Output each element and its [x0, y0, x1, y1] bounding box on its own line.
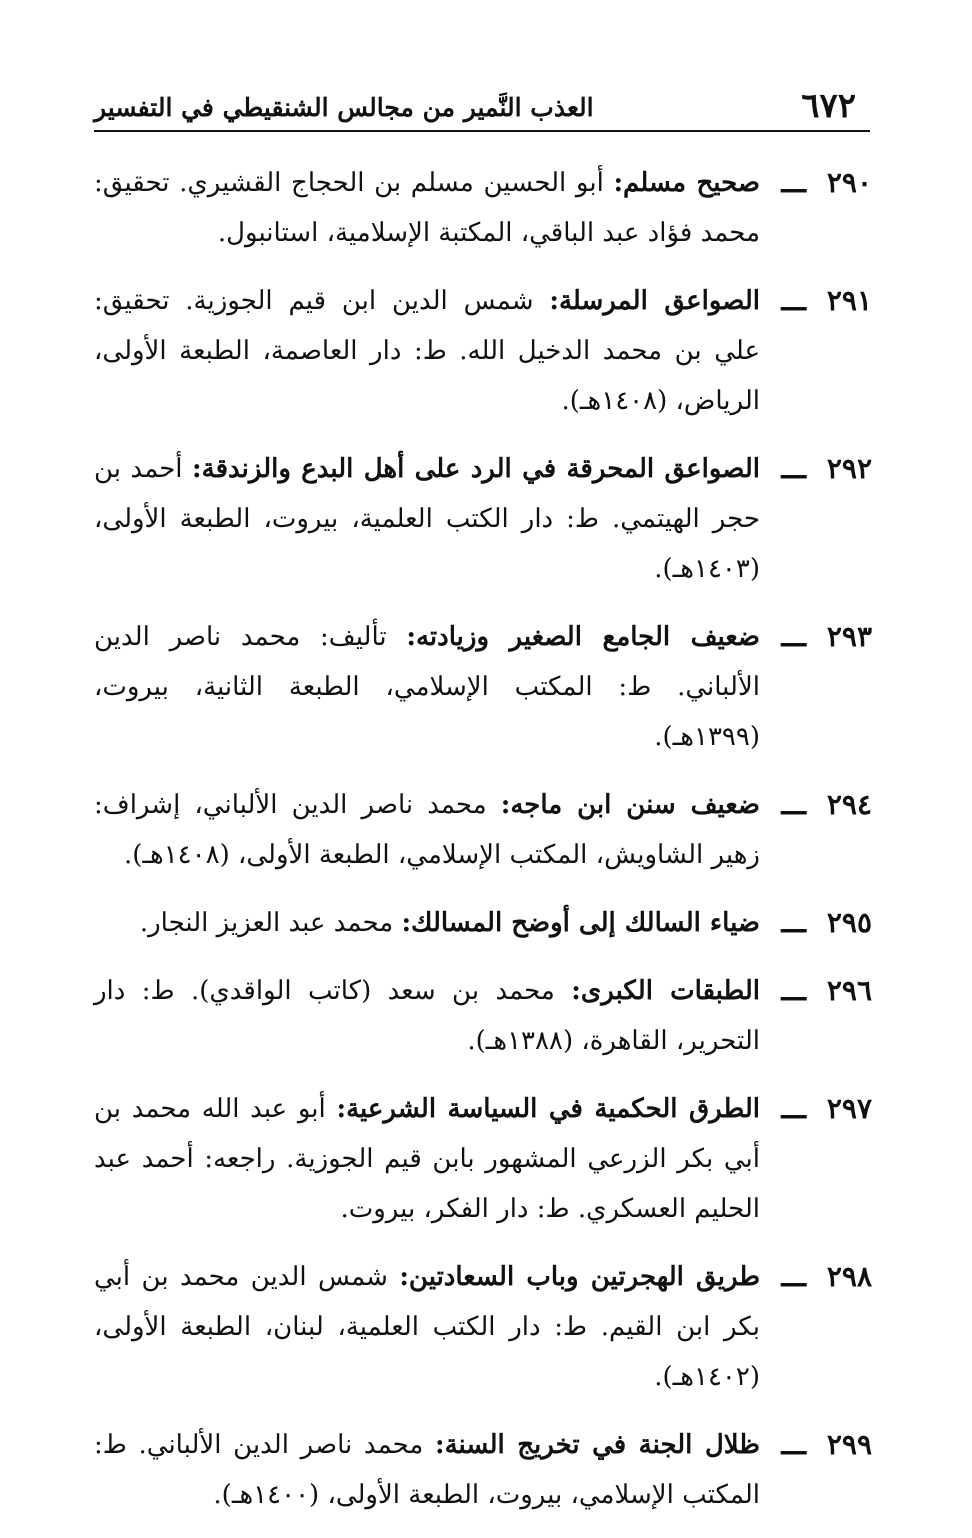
entry-text	[94, 276, 760, 426]
entry-dash: ـــ	[781, 788, 806, 821]
entry-body: تأليف: محمد ناصر الدين الألباني. ط: المكتب الإسلامي، الطبعة الثانية، بيروت، (١٣٩٩هـ).	[94, 622, 760, 752]
bibliography-entry	[94, 898, 872, 948]
entry-title: الطبقات الكبرى:	[571, 976, 760, 1006]
entry-number: ٢٩٤	[826, 788, 872, 821]
entry-text	[94, 1084, 760, 1234]
entry-number: ٢٩٠	[826, 166, 872, 199]
bibliography-entry	[94, 612, 872, 762]
entry-body: محمد ناصر الدين الألباني. ط: المكتب الإسلامي، بيروت، الطبعة الأولى، (١٤٠٠هـ).	[94, 1430, 760, 1510]
bibliography-entry	[94, 1420, 872, 1520]
bibliography-list	[94, 158, 872, 1538]
entry-body: محمد بن سعد (كاتب الواقدي). ط: دار التحرير، القاهرة، (١٣٨٨هـ).	[94, 976, 760, 1056]
entry-text	[94, 780, 760, 880]
entry-number: ٢٩٥	[826, 906, 872, 939]
entry-dash: ـــ	[781, 906, 806, 939]
entry-title: ظلال الجنة في تخريج السنة:	[435, 1430, 760, 1460]
entry-number: ٢٩٧	[826, 1092, 872, 1125]
entry-dash: ـــ	[781, 1092, 806, 1125]
entry-title: طريق الهجرتين وباب السعادتين:	[399, 1262, 761, 1292]
entry-dash: ـــ	[781, 452, 806, 485]
entry-title: صحيح مسلم:	[613, 168, 761, 198]
entry-body: أبو عبد الله محمد بن أبي بكر الزرعي المشهور بابن قيم الجوزية. راجعه: أحمد عبد الحليم العسكري. ط: دار الفكر، بيروت.	[94, 1094, 760, 1224]
entry-dash: ـــ	[781, 1260, 806, 1293]
entry-title: ضياء السالك إلى أوضح المسالك:	[401, 908, 760, 938]
bibliography-entry	[94, 966, 872, 1066]
running-title: العذب النَّمير من مجالس الشنقيطي في التفسير	[94, 93, 594, 122]
bibliography-entry	[94, 1252, 872, 1402]
entry-number: ٢٩٩	[826, 1428, 872, 1461]
entry-text	[94, 1252, 760, 1402]
entry-body: شمس الدين ابن قيم الجوزية. تحقيق: علي بن محمد الدخيل الله. ط: دار العاصمة، الطبعة الأولى، الرياض، (١٤٠٨هـ).	[94, 286, 760, 416]
bibliography-entry	[94, 158, 872, 258]
bibliography-entry	[94, 780, 872, 880]
page-number: ٦٧٢	[801, 86, 856, 126]
entry-body: شمس الدين محمد بن أبي بكر ابن القيم. ط: دار الكتب العلمية، لبنان، الطبعة الأولى، (١٤٠٢هـ).	[94, 1262, 760, 1392]
bibliography-entry	[94, 1084, 872, 1234]
entry-text	[94, 612, 760, 762]
entry-text	[94, 158, 760, 258]
entry-title: ضعيف الجامع الصغير وزيادته:	[406, 622, 761, 652]
running-header	[94, 84, 870, 132]
bibliography-entry	[94, 276, 872, 426]
entry-number: ٢٩١	[826, 284, 872, 317]
entry-dash: ـــ	[781, 974, 806, 1007]
entry-body: أبو الحسين مسلم بن الحجاج القشيري. تحقيق: محمد فؤاد عبد الباقي، المكتبة الإسلامية، استانبول.	[94, 168, 760, 248]
entry-text	[94, 444, 760, 594]
entry-number: ٢٩٢	[826, 452, 872, 485]
entry-body: محمد عبد العزيز النجار.	[139, 908, 394, 938]
entry-title: الصواعق المحرقة في الرد على أهل البدع والزندقة:	[192, 454, 761, 484]
entry-number: ٢٩٣	[826, 620, 872, 653]
entry-dash: ـــ	[781, 284, 806, 317]
entry-body: محمد ناصر الدين الألباني، إشراف: زهير الشاويش، المكتب الإسلامي، الطبعة الأولى، (١٤٠٨هـ).	[94, 790, 760, 870]
entry-dash: ـــ	[781, 1428, 806, 1461]
entry-title: ضعيف سنن ابن ماجه:	[500, 790, 760, 820]
entry-text	[94, 966, 760, 1066]
entry-text	[94, 1420, 760, 1520]
entry-dash: ـــ	[781, 166, 806, 199]
entry-text	[94, 898, 760, 948]
entry-title: الطرق الحكمية في السياسة الشرعية:	[336, 1094, 761, 1124]
entry-number: ٢٩٦	[826, 974, 872, 1007]
entry-body: أحمد بن حجر الهيتمي. ط: دار الكتب العلمية، بيروت، الطبعة الأولى، (١٤٠٣هـ).	[94, 454, 760, 584]
entry-dash: ـــ	[781, 620, 806, 653]
entry-number: ٢٩٨	[826, 1260, 872, 1293]
bibliography-entry	[94, 444, 872, 594]
entry-title: الصواعق المرسلة:	[549, 286, 760, 316]
